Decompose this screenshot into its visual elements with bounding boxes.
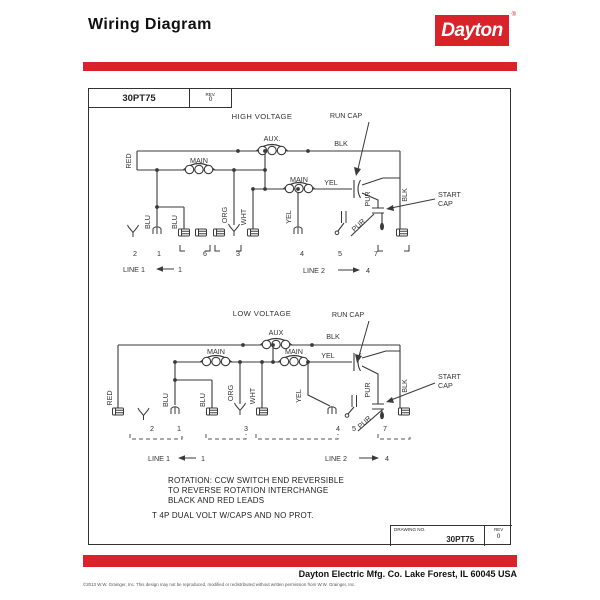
lv-bracket-4 [378, 434, 410, 439]
hv-terminal-2 [128, 225, 139, 237]
drawing-no-value: 30PT75 [446, 535, 475, 544]
lv-terminal-blk [399, 408, 410, 415]
page-title: Wiring Diagram [88, 16, 212, 33]
lv-yel-label: YEL [321, 351, 335, 360]
lv-section-title: LOW VOLTAGE [232, 309, 292, 318]
hv-main2-label: MAIN [290, 175, 308, 184]
hv-start-cap-arrow [391, 199, 435, 208]
footer-copyright: ©2013 W.W. Grainger, Inc. This design may not be reproduced, modified or redistributed without written permission from W.W. Grainger, Inc. [83, 582, 356, 587]
lv-start-cap-arrow [391, 383, 435, 400]
brand-name: Dayton [441, 19, 503, 41]
rotation-note [168, 476, 344, 506]
rotation-note-line3: BLACK AND RED LEADS [168, 496, 265, 505]
hv-run-cap-symbol [354, 180, 361, 198]
lv-aux-label: AUX [268, 328, 284, 337]
hv-terminal-blk [397, 229, 408, 236]
lv-circuit-svg [88, 300, 512, 475]
hv-switch-symbol [335, 211, 346, 235]
lv-bracket-3 [256, 434, 338, 439]
hv-aux-coil [256, 145, 288, 155]
hv-wire-label-blu2: BLU [170, 215, 179, 229]
lv-wire-label-pur: PUR [363, 382, 372, 398]
header-red-bar [83, 62, 517, 71]
brand-logo [435, 12, 516, 46]
lv-main2-coil [278, 356, 310, 366]
rotation-note-line2: TO REVERSE ROTATION INTERCHANGE [168, 486, 329, 495]
lv-switch-symbol [345, 395, 356, 417]
hv-wire-label-wht: WHT [239, 208, 248, 226]
lv-main2-label: MAIN [285, 347, 303, 356]
lv-line2-terminal: 4 [385, 454, 389, 463]
lv-terminal-wht [257, 408, 268, 415]
hv-run-cap-label: RUN CAP [329, 111, 363, 120]
rev-label: REV. [205, 91, 216, 97]
lv-main1-coil [200, 356, 232, 366]
hv-bracket-3 [378, 245, 409, 251]
hv-blk-top-label: BLK [334, 139, 348, 148]
drawing-rev-label: REV [494, 527, 504, 532]
hv-line2-terminal: 4 [366, 266, 370, 275]
lv-wire-label-wht: WHT [248, 387, 257, 405]
lv-terminal-3 [235, 403, 246, 415]
hv-circuit-svg [88, 105, 512, 290]
hv-section-title: HIGH VOLTAGE [231, 112, 293, 121]
hv-terminal-1 [153, 227, 161, 234]
footer-red-bar [83, 555, 517, 567]
rev-value: 0 [208, 96, 213, 103]
lv-terminal-3-label: 3 [244, 424, 248, 433]
hv-wire-label-blk: BLK [400, 188, 409, 202]
hv-terminal-6-label: 6 [203, 249, 207, 258]
hv-wire-label-blu1: BLU [143, 215, 152, 229]
lv-wire-label-blu2: BLU [198, 393, 207, 407]
hv-wire-label-yel: YEL [284, 210, 293, 224]
lv-blk-top-label: BLK [326, 332, 340, 341]
lv-bracket-1 [130, 434, 182, 439]
hv-main1-label: MAIN [190, 156, 208, 165]
hv-terminal-7 [380, 223, 384, 231]
hv-terminal-1-label: 1 [157, 249, 161, 258]
hv-terminal-4 [294, 227, 302, 234]
hv-terminal-spare [214, 229, 225, 236]
hv-terminal-blu2 [179, 229, 190, 236]
lv-line1-label: LINE 1 [148, 454, 170, 463]
drawing-no-block [390, 525, 512, 546]
lv-wire-label-blk: BLK [400, 379, 409, 393]
lv-line2-label: LINE 2 [325, 454, 347, 463]
lv-start-cap-label2: CAP [438, 381, 453, 390]
hv-wire-label-pur: PUR [363, 191, 372, 207]
lv-terminal-blu2 [207, 408, 218, 415]
lv-run-cap-label: RUN CAP [331, 310, 365, 319]
hv-wire-label-org: ORG [220, 206, 229, 224]
lv-main1-label: MAIN [207, 347, 225, 356]
hv-terminal-wht [248, 229, 259, 236]
registered-mark: ® [511, 12, 516, 18]
lv-wire-label-org: ORG [226, 384, 235, 402]
lv-wire-label-blu1: BLU [161, 393, 170, 407]
lv-wire-label-pur-diag: PUR [355, 413, 373, 431]
lv-terminal-2 [138, 408, 149, 420]
lv-terminal-4 [328, 407, 336, 414]
lv-terminal-7 [380, 412, 384, 420]
hv-terminal-3 [229, 224, 240, 236]
hv-terminal-2-label: 2 [133, 249, 137, 258]
lv-wire-label-red: RED [105, 390, 114, 406]
hv-junction-dots [155, 149, 310, 209]
hv-terminal-5-label: 5 [338, 249, 342, 258]
hv-yel-label: YEL [324, 178, 338, 187]
lv-terminal-1-label: 1 [177, 424, 181, 433]
hv-terminal-3-label: 3 [236, 249, 240, 258]
lv-wire-label-yel: YEL [294, 389, 303, 403]
lv-start-cap-label1: START [438, 372, 461, 381]
hv-aux-label: AUX. [263, 134, 281, 143]
drawing-no-label: DRAWING NO. [394, 527, 426, 532]
lv-run-cap-arrow [359, 321, 369, 356]
footer-company: Dayton Electric Mfg. Co. Lake Forest, IL 60045 USA [298, 569, 517, 579]
lv-terminal-4-label: 4 [336, 424, 340, 433]
model-number: 30PT75 [122, 92, 156, 104]
lv-bracket-2 [206, 434, 246, 439]
rotation-note-line1: ROTATION: CCW SWITCH END REVERSIBLE [168, 476, 345, 485]
hv-terminal-7-label: 7 [374, 249, 378, 258]
hv-line1-label: LINE 1 [123, 265, 145, 274]
hv-start-cap-label1: START [438, 190, 461, 199]
hv-line1-terminal: 1 [178, 265, 182, 274]
hv-wire-label-pur-diag: PUR [349, 216, 367, 234]
hv-line2-label: LINE 2 [303, 266, 325, 275]
lv-line1-terminal: 1 [201, 454, 205, 463]
spec-note: T 4P DUAL VOLT W/CAPS AND NO PROT. [152, 511, 314, 520]
hv-terminal-6 [196, 229, 207, 236]
lv-terminal-5-label: 5 [352, 424, 356, 433]
hv-terminal-4-label: 4 [300, 249, 304, 258]
hv-main1-coil [183, 164, 215, 174]
drawing-rev-value: 0 [496, 533, 501, 541]
lv-terminal-7-label: 7 [383, 424, 387, 433]
lv-terminal-1 [171, 407, 179, 414]
hv-wire-label-red: RED [124, 153, 133, 169]
hv-run-cap-arrow [358, 122, 369, 169]
lv-terminal-red [113, 408, 124, 415]
hv-start-cap-label2: CAP [438, 199, 453, 208]
lv-terminal-2-label: 2 [150, 424, 154, 433]
